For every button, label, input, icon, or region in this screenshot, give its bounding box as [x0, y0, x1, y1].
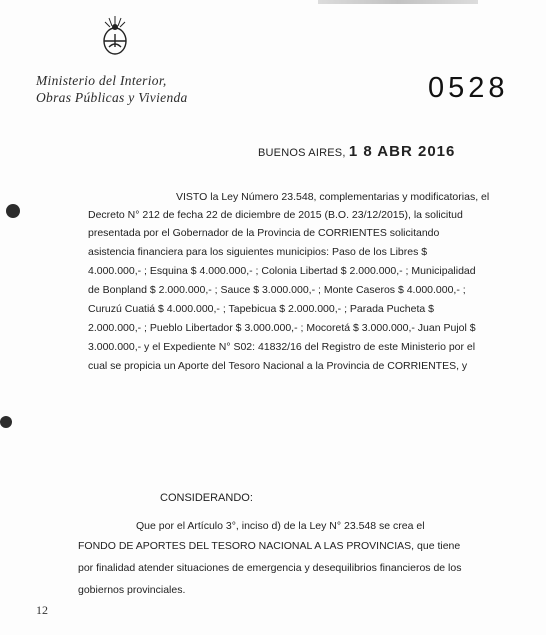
- resolution-number: 0528: [428, 72, 509, 104]
- body-line: 2.000.000,- ; Pueblo Libertador $ 3.000.000,- ; Mocoretá $ 3.000.000,- Juan Pujol $: [88, 322, 476, 334]
- dateline-date: 1 8 ABR 2016: [348, 143, 456, 160]
- ministry-line-1: Ministerio del Interior,: [36, 73, 167, 88]
- punch-hole-top: [6, 204, 20, 218]
- ministry-name: [36, 72, 188, 106]
- body-line: por finalidad atender situaciones de emergencia y desequilibrios financieros de los: [78, 562, 462, 574]
- body-line: 3.000.000,- y el Expediente N° S02: 41832/16 del Registro de este Ministerio por el: [88, 341, 476, 353]
- body-line: VISTO la Ley Número 23.548, complementarias y modificatorias, el: [176, 191, 490, 203]
- margin-handwritten-mark: 12: [36, 603, 48, 617]
- body-line: de Bonpland $ 2.000.000,- ; Sauce $ 3.000.000,- ; Monte Caseros $ 4.000.000,- ;: [88, 284, 466, 296]
- body-line: asistencia financiera para los siguientes municipios: Paso de los Libres $: [88, 246, 428, 258]
- punch-hole-bottom: [0, 416, 12, 428]
- body-line: Decreto N° 212 de fecha 22 de diciembre de 2015 (B.O. 23/12/2015), la solicitud: [88, 209, 463, 221]
- body-line: Curuzú Cuatiá $ 4.000.000,- ; Tapebicua $ 2.000.000,- ; Parada Pucheta $: [88, 303, 434, 315]
- dateline: [258, 143, 455, 160]
- body-line: Que por el Artículo 3°, inciso d) de la Ley N° 23.548 se crea el: [136, 520, 425, 532]
- body-line: presentada por el Gobernador de la Provincia de CORRIENTES solicitando: [88, 227, 440, 239]
- ministry-line-2: Obras Públicas y Vivienda: [36, 90, 188, 105]
- body-line: FONDO DE APORTES DEL TESORO NACIONAL A LAS PROVINCIAS, que tiene: [78, 540, 461, 552]
- coat-of-arms-icon: [100, 14, 130, 58]
- considerando-heading: CONSIDERANDO:: [160, 492, 253, 504]
- top-edge-mark: [318, 0, 478, 4]
- dateline-place: BUENOS AIRES,: [258, 147, 346, 159]
- body-line: 4.000.000,- ; Esquina $ 4.000.000,- ; Colonia Libertad $ 2.000.000,- ; Municipalidad: [88, 265, 476, 277]
- body-line: cual se propicia un Aporte del Tesoro Nacional a la Provincia de CORRIENTES, y: [88, 360, 468, 372]
- body-line: gobiernos provinciales.: [78, 584, 186, 596]
